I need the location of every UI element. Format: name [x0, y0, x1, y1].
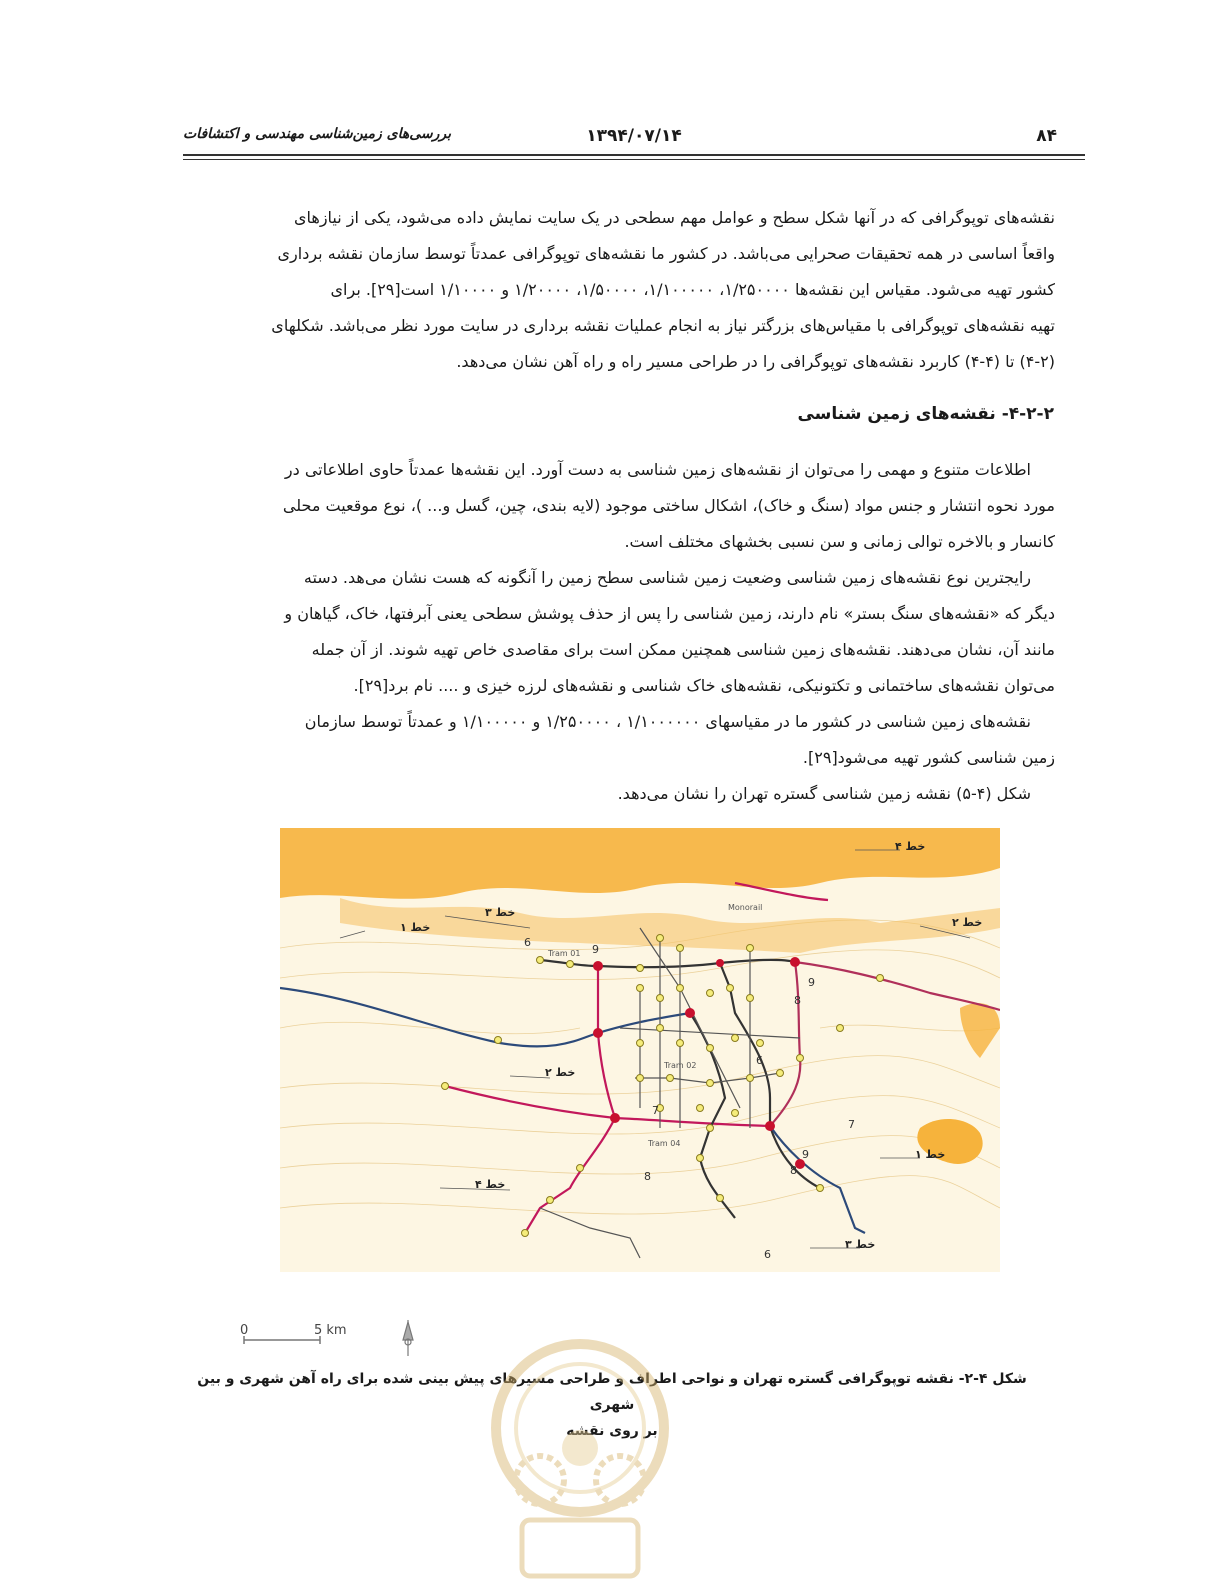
- station-number: 7: [652, 1104, 659, 1117]
- station: [637, 985, 644, 992]
- station: [547, 1197, 554, 1204]
- station-number: 8: [644, 1170, 651, 1183]
- interchange-station: [610, 1113, 620, 1123]
- station: [727, 985, 734, 992]
- station: [657, 935, 664, 942]
- place-label: Tram 04: [648, 1139, 681, 1148]
- station-number: 9: [592, 943, 599, 956]
- line-label: خط ۱: [400, 921, 431, 934]
- interchange-station: [765, 1121, 775, 1131]
- text-line: واقعاً اساسی در همه تحقیقات صحرایی می‌باشد. در کشور ما نقشه‌های توپوگرافی عمدتاً توسط سازمان نقشه برداری: [277, 244, 1055, 263]
- text-line: می‌توان نقشه‌های ساختمانی و تکتونیکی، نقشه‌های خاک شناسی و نقشه‌های لرزه خیزی و .... نام برد[۲۹].: [353, 676, 1055, 695]
- text-line: نقشه‌های توپوگرافی که در آنها شکل سطح و عوامل مهم سطحی در یک سایت نمایش داده می‌شود، یکی از نیازهای: [293, 208, 1055, 227]
- text-line: تهیه نقشه‌های توپوگرافی با مقیاس‌های بزرگتر نیاز به انجام عملیات نقشه برداری در سایت مورد نظر می‌باشد. شکلهای: [271, 316, 1055, 335]
- body-geology-text: [185, 452, 1055, 812]
- place-label: Tram 02: [664, 1061, 697, 1070]
- station: [522, 1230, 529, 1237]
- station: [747, 1075, 754, 1082]
- station: [537, 957, 544, 964]
- text-line: زمین شناسی کشور تهیه می‌شود[۲۹].: [802, 748, 1055, 767]
- line-label: خط ۲: [545, 1066, 576, 1079]
- station: [747, 945, 754, 952]
- scale-distance: 5 km: [314, 1323, 347, 1338]
- station: [495, 1037, 502, 1044]
- station: [637, 1040, 644, 1047]
- station-number: 9: [808, 976, 815, 989]
- interchange-station: [593, 961, 603, 971]
- interchange-station: [790, 957, 800, 967]
- interchange-station: [593, 1028, 603, 1038]
- interchange-station: [685, 1008, 695, 1018]
- line-label: خط ۲: [952, 916, 983, 929]
- page-number: ۸۴: [1036, 126, 1057, 146]
- paragraph-topographic-maps: [185, 200, 1055, 380]
- text-line: دیگر که «نقشه‌های سنگ بستر» نام دارند، زمین شناسی را پس از حذف پوشش سطحی یعنی آبرفتها، خاک، گیاهان و: [284, 604, 1055, 623]
- header-date: ۱۳۹۴/۰۷/۱۴: [586, 126, 682, 146]
- caption-line-1: شکل ۴-۲- نقشه توپوگرافی گستره تهران و نواحی اطراف و طراحی مسیرهای پیش بینی شده برای راه آهن شهری و بین شهری: [197, 1371, 1027, 1413]
- section-heading: ۴-۲-۲- نقشه‌های زمین شناسی: [797, 404, 1054, 424]
- header-rule-thick: [183, 154, 1085, 156]
- station: [757, 1040, 764, 1047]
- station: [732, 1110, 739, 1117]
- station: [697, 1155, 704, 1162]
- interchange-station: [716, 959, 724, 967]
- line-label: خط ۴: [475, 1178, 506, 1191]
- station: [677, 1040, 684, 1047]
- station: [677, 985, 684, 992]
- running-title: بررسی‌های زمین‌شناسی مهندسی و اکتشافات: [183, 126, 452, 142]
- north-arrow-icon: [403, 1320, 413, 1356]
- figure-caption: [190, 1366, 1034, 1444]
- text-line: شکل (۴-۵) نقشه زمین شناسی گستره تهران را نشان می‌دهد.: [617, 784, 1031, 803]
- map-scale-bar: [236, 1318, 436, 1358]
- text-line: کانسار و بالاخره توالی زمانی و سن نسبی بخشهای مختلف است.: [624, 532, 1055, 551]
- station: [777, 1070, 784, 1077]
- station: [637, 965, 644, 972]
- station-number: 6: [524, 936, 531, 949]
- station-number: 6: [756, 1054, 763, 1067]
- station-number: 9: [802, 1148, 809, 1161]
- line-label: خط ۴: [895, 840, 926, 853]
- scale-zero: 0: [240, 1323, 249, 1338]
- station: [567, 961, 574, 968]
- place-label: Tram 01: [548, 949, 581, 958]
- tehran-metro-topographic-map: [280, 828, 1000, 1272]
- caption-line-2: بر روی نقشه: [566, 1423, 658, 1439]
- station: [707, 1080, 714, 1087]
- station-number: 7: [848, 1118, 855, 1131]
- station: [877, 975, 884, 982]
- station: [707, 1125, 714, 1132]
- running-header: [183, 120, 1085, 150]
- line-label: خط ۱: [915, 1148, 946, 1161]
- line-label: خط ۳: [845, 1238, 876, 1251]
- text-line: (۴-۲) تا (۴-۴) کاربرد نقشه‌های توپوگرافی را در طراحی مسیر راه و راه آهن نشان می‌دهد.: [456, 352, 1055, 371]
- station: [657, 1025, 664, 1032]
- station: [837, 1025, 844, 1032]
- station: [667, 1075, 674, 1082]
- text-line: مورد نحوه انتشار و جنس مواد (سنگ و خاک)، اشکال ساختی موجود (لایه بندی، چین، گسل و... )، نوع موقعیت محلی: [282, 496, 1055, 515]
- station-number: 6: [764, 1248, 771, 1261]
- station: [817, 1185, 824, 1192]
- header-rule-thin: [183, 159, 1085, 160]
- line-label: خط ۳: [485, 906, 516, 919]
- station: [707, 990, 714, 997]
- station-number: 8: [794, 994, 801, 1007]
- text-line: کشور تهیه می‌شود. مقیاس این نقشه‌ها ۱/۲۵۰۰۰۰، ۱/۱۰۰۰۰۰، ۱/۵۰۰۰۰، ۱/۲۰۰۰۰ و ۱/۱۰۰۰۰ است[۲۹]. برای: [330, 280, 1055, 299]
- station: [697, 1105, 704, 1112]
- station-number: 8: [790, 1164, 797, 1177]
- text-line: اطلاعات متنوع و مهمی را می‌توان از نقشه‌های زمین شناسی به دست آورد. این نقشه‌ها عمدتاً حاوی اطلاعاتی در: [284, 460, 1031, 479]
- station: [577, 1165, 584, 1172]
- station: [797, 1055, 804, 1062]
- text-line: نقشه‌های زمین شناسی در کشور ما در مقیاسهای ۱/۱۰۰۰۰۰۰ ، ۱/۲۵۰۰۰۰ و ۱/۱۰۰۰۰۰ و عمدتاً توسط سازمان: [304, 712, 1031, 731]
- station: [657, 995, 664, 1002]
- station: [442, 1083, 449, 1090]
- station: [732, 1035, 739, 1042]
- place-label: Monorail: [728, 903, 763, 912]
- text-line: مانند آن، نشان می‌دهند. نقشه‌های زمین شناسی همچنین ممکن است برای مقاصدی خاص تهیه شوند. از آن جمله: [311, 640, 1055, 659]
- text-line: رایجترین نوع نقشه‌های زمین شناسی وضعیت زمین شناسی سطح زمین را آنگونه که هست نشان می‌هد. دسته: [303, 568, 1031, 587]
- station: [747, 995, 754, 1002]
- map-figure: [280, 828, 1000, 1272]
- station: [717, 1195, 724, 1202]
- station: [677, 945, 684, 952]
- station: [637, 1075, 644, 1082]
- station: [707, 1045, 714, 1052]
